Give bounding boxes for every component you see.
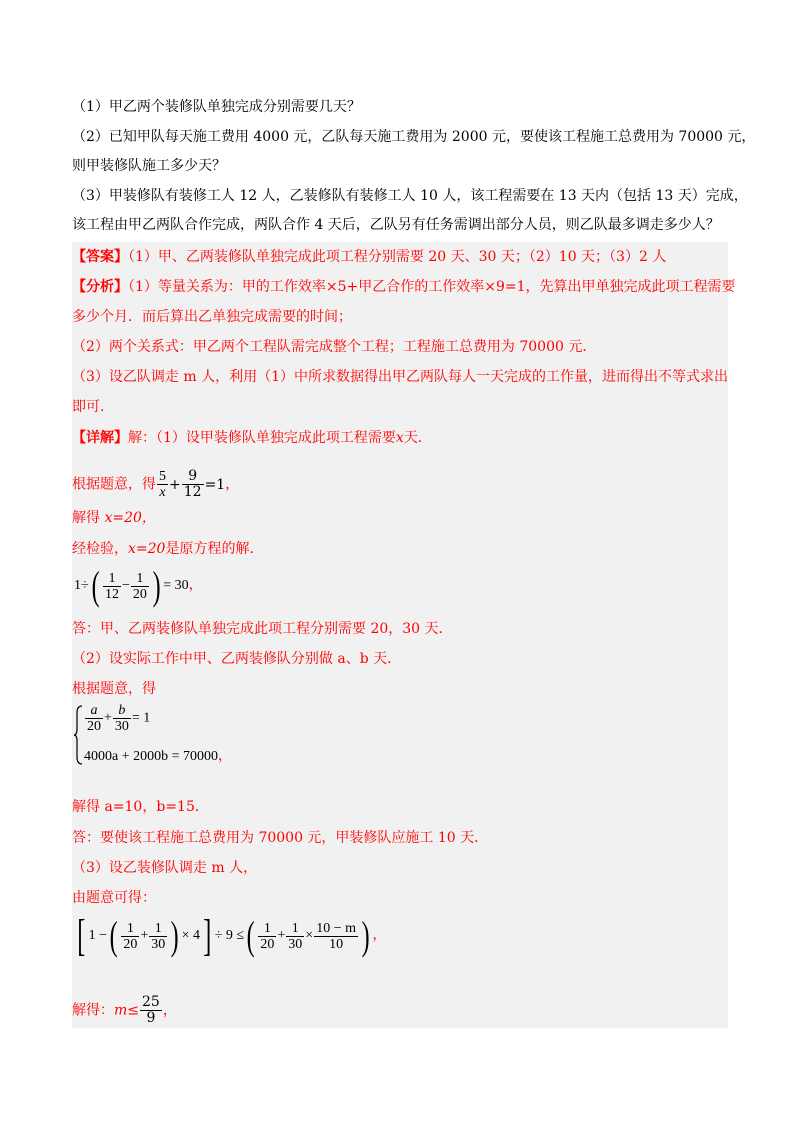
sys-tail: ，	[218, 749, 233, 764]
answer-label: 【答案】	[72, 249, 128, 265]
system-row-2	[84, 745, 232, 765]
ineq-n4: 1	[291, 920, 299, 936]
check-pre: 经检验，	[72, 541, 128, 557]
inequality	[74, 911, 387, 960]
sys-den-2: 30	[114, 719, 129, 734]
ineq-d5: 10	[314, 936, 358, 952]
analysis-line-1	[72, 277, 736, 297]
by-meaning-2: 根据题意，得	[72, 681, 156, 697]
answer-2: 答：要使该工程施工总费用为 70000 元，甲装修队应施工 10 天．	[72, 830, 489, 846]
part-3: （3）设乙装修队调走 m 人，	[72, 860, 258, 876]
left-bracket: [	[77, 911, 86, 960]
ineq-times4: × 4	[181, 928, 201, 944]
solve-3	[72, 995, 177, 1026]
ineq-plus2: +	[277, 928, 286, 944]
solve1-value: x=20，	[104, 510, 156, 526]
eq1-rhs: =1	[204, 476, 226, 493]
sys-num-b: b	[118, 703, 126, 718]
question-3-line-1: （3）甲装修队有装修工人 12 人，乙装修队有装修工人 10 人，该工程需要在 13 天内（包括 13 天）完成，	[72, 188, 748, 204]
sys-row-2-text: 4000a + 2000b = 70000	[84, 749, 219, 764]
eq1-den-d: 12	[183, 484, 202, 500]
equation-1: $\frac{5}{x}$ + $\frac{9}{12}$ =1	[159, 468, 226, 500]
part-2: （2）设实际工作中甲、乙两装修队分别做 a、b 天．	[72, 651, 402, 667]
detail-intro-text: 解：（1）设甲装修队单独完成此项工程需要	[128, 430, 396, 446]
eq1-num-b: 9	[188, 468, 198, 484]
analysis-line-3: （2）两个关系式：甲乙两个工程队需完成整个工程；工程施工总费用为 70000 元．	[72, 339, 597, 355]
answer-line	[72, 247, 666, 267]
sys-rhs-1: = 1	[131, 710, 151, 726]
solve3-var: m≤	[114, 1002, 140, 1019]
ineq-times: ×	[305, 928, 314, 944]
eq1-num-a: 5	[159, 469, 166, 484]
question-2-line-2: 则甲装修队施工多少天？	[72, 158, 226, 174]
detail-intro-end: 天．	[403, 430, 432, 446]
right-paren-2: )	[170, 913, 179, 958]
ineq-tail: ，	[372, 928, 387, 944]
ineq-d1: 20	[123, 936, 138, 952]
analysis-line-2: 多少个月．而后算出乙单独完成需要的时间；	[72, 309, 352, 325]
left-paren: (	[91, 563, 100, 608]
ineq-one: 1 −	[88, 928, 108, 944]
solve1-pre: 解得	[72, 510, 105, 526]
ineq-n1: 1	[126, 920, 134, 936]
answer-text: （1）甲、乙两装修队单独完成此项工程分别需要 20 天、30 天；（2）10 天；（3）2 人	[128, 249, 667, 265]
left-paren-3: (	[246, 913, 255, 958]
check-line	[72, 539, 263, 559]
question-3-line-2: 该工程由甲乙两队合作完成，两队合作 4 天后，乙队另有任务需调出部分人员，则乙队最多调走多少人？	[72, 217, 720, 233]
by-meaning-text: 根据题意，得	[72, 476, 156, 493]
ineq-n5: 10 − m	[316, 920, 356, 936]
solve-1	[72, 508, 156, 528]
by-meaning-3: 由题意可得：	[72, 890, 156, 906]
sys-num-a: a	[90, 703, 98, 718]
check-end: 是原方程的解．	[165, 541, 264, 557]
system-row-1: $\frac{a}{20}$ + $\frac{b}{30}$ = 1	[87, 703, 151, 734]
eq2-d2: 20	[132, 586, 147, 602]
eq1-den-x: x	[157, 484, 168, 500]
check-value: x=20	[128, 541, 166, 557]
sys-den-1: 20	[87, 719, 101, 734]
solve3-tail: ，	[162, 1002, 177, 1019]
ineq-d3: 20	[260, 936, 275, 952]
detail-label: 【详解】	[72, 430, 128, 446]
detail-intro	[72, 428, 432, 448]
by-meaning-1	[72, 469, 239, 500]
equation-2	[74, 563, 203, 608]
eq1-tail: ，	[225, 476, 240, 493]
left-paren-2: (	[109, 913, 118, 958]
variable-x: x	[395, 430, 404, 446]
solve3-pre: 解得：	[72, 1002, 114, 1019]
ineq-d2: 30	[151, 936, 166, 952]
eq2-n1: 1	[108, 570, 116, 586]
eq2-tail: ，	[188, 578, 203, 594]
right-paren: )	[152, 563, 161, 608]
question-2-line-1: （2）已知甲队每天施工费用 4000 元，乙队每天施工费用为 2000 元，要使该工程施工总费用为 70000 元，	[72, 129, 756, 145]
ineq-d4: 30	[288, 936, 303, 952]
ineq-n3: 1	[263, 920, 271, 936]
eq2-n2: 1	[136, 570, 144, 586]
question-1: （1）甲乙两个装修队单独完成分别需要几天？	[72, 99, 361, 115]
analysis-line-5: 即可．	[72, 399, 114, 415]
eq2-lead: 1÷	[74, 578, 89, 594]
solve-2: 解得 a=10，b=15．	[72, 799, 209, 815]
eq2-result: = 30	[163, 578, 189, 594]
right-bracket: ]	[203, 911, 212, 960]
ineq-n2: 1	[154, 920, 162, 936]
analysis-label: 【分析】	[72, 279, 128, 295]
ineq-div9: ÷ 9 ≤	[214, 928, 245, 944]
ineq-plus: +	[140, 928, 149, 944]
solve3-den: 9	[140, 1010, 162, 1026]
eq2-d1: 12	[105, 586, 120, 602]
analysis-line-4: （3）设乙队调走 m 人，利用（1）中所求数据得出甲乙两队每人一天完成的工作量，进而得出不等式求出	[72, 369, 728, 385]
solve3-num: 25	[142, 994, 160, 1010]
analysis-text-1: （1）等量关系为：甲的工作效率×5+甲乙合作的工作效率×9=1，先算出甲单独完成此项工程需要	[128, 279, 736, 295]
right-paren-3: )	[361, 913, 370, 958]
answer-1: 答：甲、乙两装修队单独完成此项工程分别需要 20，30 天．	[72, 621, 453, 637]
eq2-minus: −	[122, 578, 130, 594]
system-brace	[74, 705, 84, 765]
